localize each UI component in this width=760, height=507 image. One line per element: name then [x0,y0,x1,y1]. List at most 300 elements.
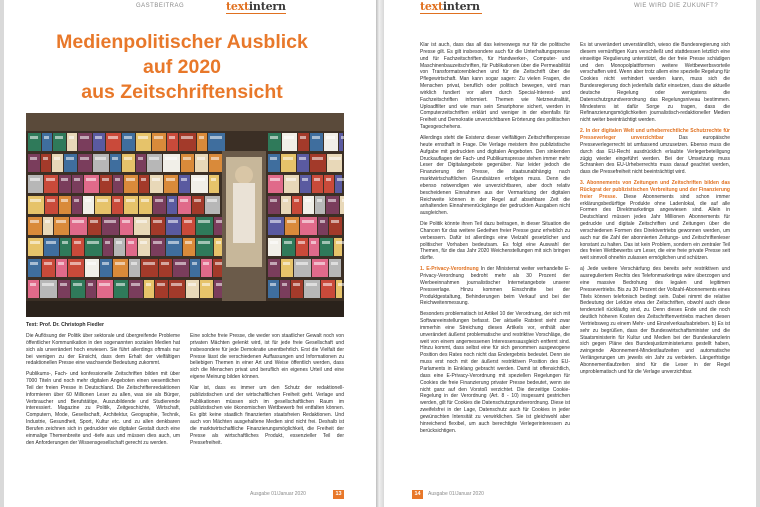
magazine-masthead [311,241,316,244]
magazine-cover [197,133,207,151]
magazine-masthead [312,136,320,139]
magazine-masthead [199,136,204,139]
magazine-masthead [183,157,191,160]
magazine-cover [113,259,128,277]
magazine-cover [86,280,96,298]
magazine-masthead [282,283,287,286]
magazine-cover [296,238,308,256]
point-number: 1. [420,266,425,273]
magazine-masthead [45,220,50,223]
magazine-cover [67,133,77,151]
magazine-cover [52,154,63,172]
magazine-cover [60,238,71,256]
magazine-cover [282,238,295,256]
magazine-masthead [294,199,299,202]
magazine-masthead [287,220,296,223]
magazine-cover [64,154,77,172]
magazine-masthead [283,157,293,160]
point-heading: E-Privacy-Verordnung [426,266,479,273]
magazine-masthead [30,220,39,223]
magazine-masthead [87,262,96,265]
magazine-cover [106,133,121,151]
magazine-cover [205,196,220,214]
magazine-masthead [169,136,175,139]
magazine-cover [85,259,99,277]
magazine-masthead [328,199,336,202]
magazine-cover [28,196,44,214]
magazine-masthead [141,178,146,181]
magazine-cover [150,175,163,193]
magazine-cover [312,175,323,193]
magazine-cover [83,196,94,214]
article-title [32,30,332,105]
title-line-1: Medienpolitischer Ausblick [56,31,308,53]
magazine-cover [41,154,51,172]
magazine-masthead [149,157,159,160]
magazine-cover [201,259,212,277]
logo-intern-part: intern [442,0,480,13]
magazine-masthead [116,283,125,286]
magazine-cover [326,196,339,214]
left-column-1 [26,333,180,451]
magazine-masthead [143,262,155,265]
magazine-cover [102,217,119,235]
magazine-masthead [46,241,56,244]
magazine-cover [113,175,123,193]
magazine-cover [28,217,42,235]
magazine-cover [28,280,39,298]
magazine-masthead [88,283,93,286]
magazine-cover [268,154,280,172]
magazine-cover [324,133,338,151]
magazine-cover [70,217,87,235]
magazine-masthead [270,136,278,139]
magazine-cover [153,196,166,214]
magazine-cover [56,259,67,277]
magazine-masthead [62,241,68,244]
magazine-cover [42,259,55,277]
magazine-cover [309,238,319,256]
magazine-masthead [305,199,311,202]
magazine-cover [167,196,177,214]
magazine-cover [183,238,195,256]
magazine-masthead [74,178,80,181]
magazine-cover [181,154,194,172]
magazine-cover [93,154,109,172]
magazine-masthead [194,199,201,202]
magazine-masthead [126,199,135,202]
magazine-masthead [74,241,81,244]
magazine-cover [124,196,138,214]
newsstand-photo-illustration [26,113,344,317]
logo-text-part: text [226,0,249,13]
magazine-masthead [141,199,149,202]
magazine-cover [281,154,296,172]
magazine-masthead [108,136,118,139]
magazine-cover [339,133,343,151]
magazine-cover [53,133,66,151]
paragraph: Die Auflösung der Politik über sektorale und übergreifende Probleme öffentlicher Kommunikation in den sogenannten sozialen Medien hat sich als unverändert hoch erwiesen. Sie führt allerdings oftmals nur bei wenigen zu der Einsicht, dass dem Erhalt der vielfältigen redaktionellen Presse eine wachsende Bedeutung zukommt. [26,333,180,367]
magazine-masthead [80,136,89,139]
magazine-masthead [293,283,300,286]
point-heading: Abonnements von Zeitungen und Zeitschriften bilden das Rückgrat der publizistischen Verbreitung und der Finanzierung freier Presse. [580,180,731,200]
magazine-cover [97,280,113,298]
magazine-masthead [180,199,188,202]
magazine-cover [151,238,165,256]
magazine-cover [318,217,328,235]
magazine-cover [71,280,85,298]
paragraph: Publikums-, Fach- und konfessionelle Zeitschriften bilden mit über 7000 Titeln und noch mehr digitalen Angeboten einen wesentlichen Teil der freien Presse in Deutschland. Die Zeitschriftenredaktionen informieren über 60 Millionen Leser zu allen, was sie als Bürger, Verbraucher und Berufstätige, Auszubildende und Studierende interessiert. Magazine zu Politik, Zeitgeschichte, Wirtschaft, Computern, Mode, Gesellschaft, Architektur, Geographie, Technik, Industrie, Gesundheit, Sport, Kultur etc. und zu allen denkbaren Berufen zeichnen sich in gedruckter wie digitaler Gestalt durch eine einmalige Themenbreite und -tiefe aus und müssen dies auch, um den Anforderungen der Wissensgesellschaft gerecht zu werden. [26,371,180,446]
magazine-cover [292,196,302,214]
left-column-2 [190,333,344,451]
issue-footer: Ausgabe 01/Januar 2020 [428,491,484,497]
magazine-cover [268,280,279,298]
magazine-masthead [185,241,192,244]
magazine-cover [84,175,99,193]
magazine-cover [44,238,59,256]
magazine-masthead [270,157,277,160]
magazine-cover [340,196,344,214]
magazine-cover [126,238,137,256]
magazine-cover [114,280,128,298]
magazine-cover [151,217,165,235]
magazine-cover [300,175,311,193]
magazine-masthead [73,283,82,286]
magazine-cover [190,259,200,277]
magazine-masthead [314,262,325,265]
magazine-masthead [270,220,281,223]
magazine-masthead [152,178,160,181]
magazine-masthead [312,157,323,160]
magazine-masthead [30,199,41,202]
magazine-masthead [140,241,147,244]
magazine-masthead [58,262,64,265]
magazine-cover [28,133,41,151]
magazine-masthead [198,241,210,244]
magazine-masthead [296,262,308,265]
magazine-cover [166,238,182,256]
magazine-masthead [30,241,40,244]
magazine-masthead [124,157,132,160]
magazine-cover [179,133,196,151]
magazine-masthead [44,136,49,139]
magazine-cover [122,154,135,172]
magazine-masthead [329,157,341,160]
magazine-masthead [74,199,79,202]
issue-footer: Ausgabe 01/Januar 2020 [250,491,306,497]
right-column-2 [580,42,730,380]
magazine-cover [129,259,140,277]
magazine-cover [182,217,195,235]
magazine-masthead [270,283,276,286]
magazine-masthead [154,136,163,139]
magazine-masthead [116,241,122,244]
magazine-masthead [115,178,120,181]
point-3 [580,180,730,262]
paragraph: Eine solche freie Presse, die weder von staatlicher Gewalt noch von privaten Mächten gelenkt wird, ist für jede freie Gesellschaft und insbesondere für jede Demokratie unentbehrlich. Erst die Vielfalt der Presse lässt die verschiedenen Auffassungen und Informationen zu beliebigen Themen in einer Art und Weise öffentlich werden, dass sich die Menschen privat und beruflich ein eigenes Urteil und eine eigene Meinung bilden können. [190,333,344,381]
point-number: 3. [580,180,585,187]
magazine-masthead [72,220,84,223]
magazine-masthead [202,283,210,286]
magazine-masthead [30,262,38,265]
magazine-cover [78,154,92,172]
magazine-cover [88,217,101,235]
magazine-cover [179,175,190,193]
magazine-cover [136,133,151,151]
magazine-cover [268,238,281,256]
magazine-masthead [298,241,305,244]
magazine-cover [294,259,311,277]
magazine-cover [315,196,325,214]
magazine-cover [134,217,150,235]
magazine-masthead [171,283,182,286]
magazine-cover [336,280,342,298]
magazine-masthead [56,220,66,223]
magazine-masthead [270,241,278,244]
magazine-masthead [66,157,74,160]
magazine-masthead [331,220,339,223]
magazine-cover [141,259,158,277]
magazine-masthead [326,136,335,139]
magazine-masthead [192,262,197,265]
magazine-cover [178,196,191,214]
magazine-masthead [341,136,344,139]
magazine-masthead [338,283,344,286]
textintern-logo [226,0,286,13]
magazine-masthead [70,262,81,265]
magazine-masthead [60,283,67,286]
magazine-cover [72,238,84,256]
magazine-masthead [138,136,148,139]
magazine-cover [44,175,58,193]
magazine-masthead [126,178,135,181]
magazine-masthead [175,262,186,265]
magazine-masthead [128,241,134,244]
magazine-masthead [42,283,54,286]
magazine-cover [282,133,297,151]
magazine-masthead [284,136,294,139]
magazine-cover [209,175,219,193]
magazine-masthead [270,199,277,202]
magazine-masthead [168,241,179,244]
magazine-cover [327,154,342,172]
paragraph: Allerdings steht die Existenz dieser vielfältigen Zeitschriftenpresse heute ernsthaft in Frage. Die Verlage meistern ihre publizistische Aufgabe mit gedruckten und digitalen Angeboten. Den sinkenden Druckauflagen der Fach- und Publikumspresse stehen immer mehr Leser der Digitalangebote gegenüber. Nur leider jedoch die Finanzierung der Presse, die staatsunabhängig nach marktwirtschaftlichen Grundsätzen erfolgen muss. Denn die ebenso notwendigen wie unverzichtbaren, aber doch relativ bescheidenen Einnahmen aus der Vermarktung der digitalen Reichweite können in der Regel auf absehbare Zeit die anhaltenden Einnahmenrückgänge der gedruckten Ausgaben nicht ausgleichen. [420,134,570,217]
right-column-1 [420,42,570,438]
magazine-masthead [153,220,162,223]
magazine-masthead [104,220,116,223]
magazine-masthead [87,241,99,244]
magazine-cover [144,280,154,298]
magazine-cover [159,259,172,277]
magazine-cover [68,259,84,277]
magazine-masthead [90,220,98,223]
magazine-cover [195,154,208,172]
magazine-cover [280,280,290,298]
magazine-masthead [284,241,292,244]
magazine-masthead [55,136,63,139]
magazine-masthead [99,283,110,286]
magazine-masthead [317,199,322,202]
magazine-cover [152,133,166,151]
magazine-cover [268,175,283,193]
magazine-cover [268,196,280,214]
magazine-masthead [193,178,205,181]
paragraph: Klar ist, dass es immer um den Schutz der redaktionell-publizistischen und der wirtschaftlichen Freiheit geht. Verlage und Publikationen müssen sich im gesellschaftlichen Raum im publizistischen wie ökonomischen Wettbewerb frei entfalten können. Es gibt keine staatlich finanzierten staatsfreien Redaktionen. Und auch von Mächten ausgehaltene Medien sind nicht frei. Deshalb ist die marktwirtschaftliche Finanzierungsmöglichkeit, die Freiheit der Presse als wirtschaftliches Produkt, essenzieller Teil der Pressefreiheit. [190,384,344,446]
title-line-2: auf 2020 [142,56,222,78]
magazine-cover [42,133,52,151]
magazine-cover [136,154,146,172]
magazine-cover [28,238,43,256]
magazine-masthead [146,283,151,286]
magazine-masthead [197,157,205,160]
magazine-masthead [198,220,210,223]
magazine-cover [268,133,281,151]
magazine-masthead [283,262,290,265]
magazine-cover [297,154,309,172]
magazine-cover [28,175,43,193]
magazine-cover [40,280,57,298]
magazine-cover [122,133,135,151]
magazine-cover [285,217,299,235]
magazine-cover [138,238,150,256]
magazine-cover [291,280,303,298]
magazine-masthead [114,199,120,202]
magazine-cover [268,259,280,277]
logo-intern-part: intern [248,0,286,13]
magazine-masthead [181,178,187,181]
magazine-masthead [216,241,221,244]
textintern-logo [420,0,480,13]
magazine-masthead [326,178,331,181]
magazine-cover [59,196,71,214]
magazine-cover [59,175,71,193]
magazine-masthead [30,283,36,286]
point-text: Das europäische Presseverlegerrecht ist umfassend umzusetzen. Ebenso muss die durch das EU-Recht ausdrücklich erlaubte Verlegerbeteiligung zügig wieder eingeführt werden. Bei der Umsetzung muss Schranken des EU-Urheberrechts muss darauf geachtet werden, dass die Pressefreiheit nicht beeinträchtigt wird. [580,134,730,176]
magazine-cover [304,280,320,298]
magazine-masthead [166,178,175,181]
paragraph: Besonders problematisch ist Artikel 10 der Verordnung, der sich mit Softwareeinstellungen befasst. Der aktuelle Ratstext sieht zwar immerhin eine Streichung dieses Artikels vor, enthält aber unverändert äußerst problematische und restriktive Vorschläge, die weit von einem angemessenen Interessensausgleich entfernt sind. Hinzu kommt, dass selbst eine für sich genommen ausgewogene Position des Rates noch nicht das Endergebnis bedeutet. Denn sie muss erst noch mit der äußerst restriktiven Position des EU-Parlaments in Einklang gebracht werden. Damit ist offensichtlich, dass eine E-Privacy-Verordnung mit speziellen Regelungen für Cookies die freie Finanzierung privater Presse bedeutet, wenn sie nicht ganz auf den Vorstoß verzichtet. Die derzeitige Cookie-Regelung in der Verordnung (Art. 8 - 10) insgesamt gestrichen werden, gilt für Cookies die Datenschutzgrundverordnung. Diese ist zweifelsfrei in der Lage, Datenschutz auch für Cookies in jeder gewünschten Intensität zu verwirklichen. Sie ist gleichwohl aber hinreichend flexibel, um auch berechtigte Verlegerinteressen zu berücksichtigen. [420,311,570,434]
magazine-masthead [168,220,178,223]
magazine-masthead [30,178,40,181]
magazine-cover [209,154,222,172]
magazine-masthead [207,199,217,202]
magazine-masthead [69,136,74,139]
magazine-masthead [165,157,177,160]
magazine-masthead [43,157,48,160]
magazine-masthead [131,262,137,265]
magazine-cover [298,133,309,151]
magazine-masthead [102,262,109,265]
magazine-cover [284,175,299,193]
magazine-cover [129,280,143,298]
magazine-masthead [86,178,96,181]
magazine-masthead [157,283,165,286]
magazine-masthead [181,136,193,139]
magazine-masthead [331,262,338,265]
paragraph: a) Jede weitere Verschärfung des bereits sehr restriktiven und ausreguliertem Rechts des Telefonmarketings wäre überzogen und eine massive Bedrohung des legalen und legitimen Pressevertriebs. Bis zu 30 Prozent der Vollzahl-Abonnements eines Titels können telefonisch bedingt sein. Dabei nimmt die relative Bedeutung der Lektüre etwa der Zeitschriften, obwohl auch diese tendenziell rückläufig sind, zu. Denn dieses Ende und die noch deutlich höheren Kosten des Zeitschriftenvertriebs machen diesen Vertriebsweg zu einem Mehr- und Einzelverkaufsabrieben. b) Es ist sehr zu begrüßen, dass der Bundeswirtschaftsminister und die Staatsministerin für Kultur und Medien bei der Bundeskanzlerin sich gegen Pläne des Bundesjustizministeriums gestellt haben, zwingende Abonnement-Mindestlaufzeiten und automatische Verlängerungen um jeweils ein Jahr zu verbieten. Längerfristige Abonnementlaufzeiten sind für die Leser in der Regel unproblematisch und für die Verlage unverzichtbar. [580,266,730,375]
magazine-cover [300,217,317,235]
magazine-cover [208,133,225,151]
magazine-masthead [211,157,219,160]
magazine-cover [45,196,58,214]
magazine-cover [120,217,133,235]
magazine-masthead [210,136,222,139]
magazine-cover [72,175,83,193]
magazine-masthead [61,199,68,202]
magazine-masthead [122,220,130,223]
magazine-cover [200,280,213,298]
section-label: WIE WIRD DIE ZUKUNFT? [634,3,719,9]
magazine-masthead [112,157,118,160]
magazine-masthead [283,199,288,202]
magazine-cover [163,154,180,172]
point-text: Diese Abonnements sind schon immer erklärungsbedürftige Produkte ohne Ladenlokal, die auf alle Formen des Direktmarketings angewiesen sind. Allein in Deutschland müssen jedes Jahr Millionen Abonnements für gedruckte und digitale Zeitschriften und Zeitungen über die verschiedenen Formen des Direktvertriebs gewonnen werden, um auch nur die Zahl der abonnierten Zeitungs- und Zeitschriftenleser konstant zu halten. Das ist kein Problem, sondern ein zentraler Teil des freien Wettbewerbs um Leser, die eine freie private Presse seit weit sinnvoll ohnehin zulassen ermöglichen und schützen. [580,193,730,262]
magazine-masthead [155,199,163,202]
magazine-masthead [44,262,52,265]
magazine-cover [320,238,333,256]
magazine-masthead [270,178,280,181]
magazine-cover [312,259,328,277]
magazine-masthead [61,178,68,181]
spread-gutter [376,0,384,507]
magazine-cover [173,259,189,277]
magazine-cover [155,280,168,298]
paragraph: Es ist unverändert unverständlich, wieso die Bundesregierung sich diesem vernünftigen Kurs verschließt und stattdessen letztlich eine einseitige Regulierung unterstützt, die der freie Presse schädigen und den Monopolplattformen weitere Wettbewerbsvorteile verschaffen wird. Wenn aber trotz allem eine spezielle Regelung für Cookies nicht verhindert werden kann, muss sich die Bundesregierung doch jedenfalls dafür einsetzen, dass die aktuelle deutsche Regelung oder wenigstens die Datenschutzgrundverordnung das Regelungsniveau bestimmen. Mindestens ist dafür Sorge zu tragen, dass die Refinanzierungsmöglichkeiten journalistisch-redaktioneller Medien nicht weiter beeinträchtigt werden. [580,42,730,124]
magazine-cover [100,259,112,277]
magazine-cover [110,154,121,172]
magazine-cover [58,280,70,298]
header-rule [226,13,286,14]
magazine-cover [93,133,105,151]
magazine-cover [281,259,293,277]
point-1 [420,266,570,307]
magazine-cover [95,196,111,214]
magazine-masthead [184,220,192,223]
page-number: 13 [333,490,344,499]
magazine-cover [112,196,123,214]
magazine-cover [43,217,53,235]
header-rule [420,13,482,14]
magazine-cover [78,133,92,151]
magazine-masthead [30,157,37,160]
magazine-masthead [30,136,38,139]
magazine-masthead [85,199,91,202]
magazine-masthead [95,157,106,160]
magazine-masthead [211,178,216,181]
magazine-masthead [169,199,174,202]
magazine-cover [164,175,178,193]
magazine-cover [196,238,213,256]
logo-text-part: text [420,0,443,13]
magazine-masthead [323,283,332,286]
magazine-cover [147,154,162,172]
magazine-cover [281,196,291,214]
magazine-masthead [136,220,147,223]
magazine-masthead [102,178,109,181]
magazine-cover [72,196,82,214]
magazine-cover [310,133,323,151]
magazine-cover [28,259,41,277]
magazine-masthead [270,262,277,265]
magazine-cover [114,238,125,256]
magazine-masthead [105,241,110,244]
point-text: In der Ministerrat weiter verhandelte E-Privacy-Verordnung bedroht mehr als 30 Prozent der Werbeeinnahmen journalistischer Internetangebote unserer Pressverlage. Hinzu kommen Einschnitte bei der Produktgestaltung, Behinderungen beim Verkauf und bei der Reichweitenmessung. [420,266,570,307]
left-page [4,0,376,507]
magazine-cover [169,280,185,298]
magazine-masthead [314,178,320,181]
magazine-cover [28,154,40,172]
magazine-cover [329,217,342,235]
